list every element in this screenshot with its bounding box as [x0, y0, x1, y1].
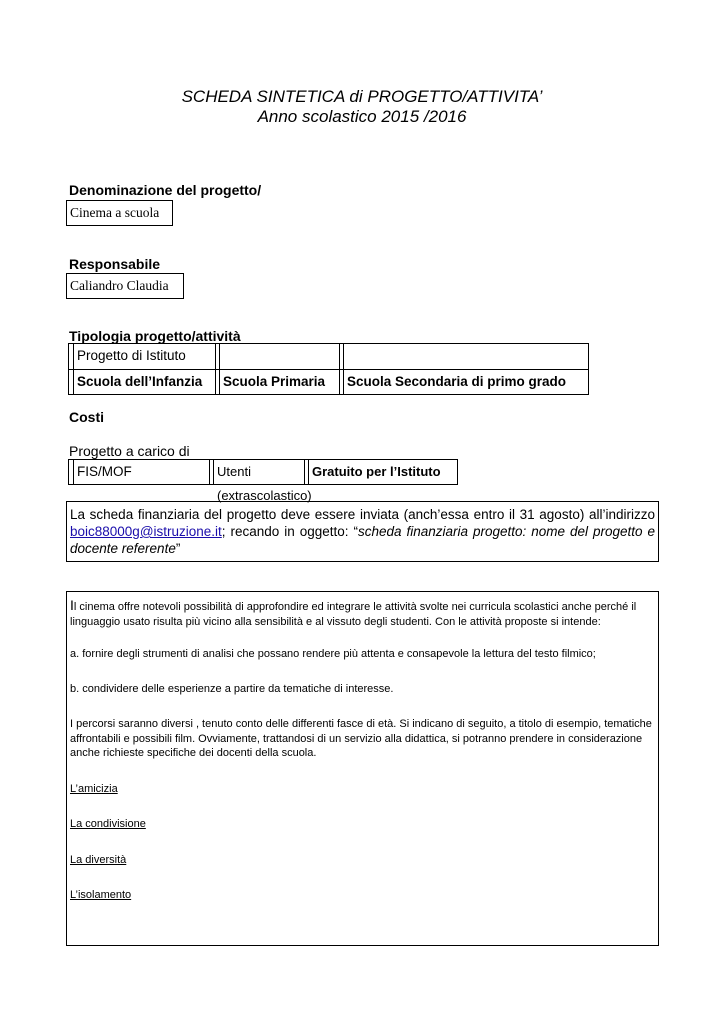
tema-diversita: La diversità [70, 853, 127, 866]
email-link[interactable]: boic88000g@istruzione.it [70, 524, 222, 539]
tema-amicizia: L’amicizia [70, 782, 118, 795]
tipologia-scuola-infanzia[interactable]: Scuola dell’Infanzia [77, 374, 203, 389]
descrizione-intro: Il cinema offre notevoli possibilità di approfondire ed integrare le attività svolte nei curricula scolastici anche perché il linguaggio usato risulta più vicino alla sensibilità e al vissuto degli studenti. Con le attività proposte si intende: [70, 597, 637, 628]
descrizione-box [66, 591, 659, 946]
note-text-before: La scheda finanziaria del progetto deve essere inviata (anch’essa entro il 31 agosto) all’indirizzo [70, 507, 655, 522]
costi-gratuito[interactable]: Gratuito per l’Istituto [312, 464, 441, 479]
tipologia-scuola-secondaria[interactable]: Scuola Secondaria di primo grado [347, 374, 567, 389]
tipologia-progetto-istituto[interactable]: Progetto di Istituto [77, 348, 186, 363]
note-italic: scheda finanziaria progetto: nome del progetto e docente referente [70, 524, 655, 556]
denominazione-label: Denominazione del progetto/ [69, 182, 262, 198]
note-text-after: ” [175, 541, 181, 556]
carico-label: Progetto a carico di [69, 443, 190, 459]
descrizione-point-a: a. fornire degli strumenti di analisi che possano rendere più attenta e consapevole la lettura del testo filmico; [70, 648, 596, 660]
tema-isolamento: L’isolamento [70, 889, 132, 901]
costi-fis-mof[interactable]: FIS/MOF [77, 464, 132, 479]
costi-utenti[interactable]: Utenti (extrascolastico) [217, 464, 312, 503]
tema-condivisione: La condivisione [70, 818, 146, 830]
intro-initial: I [70, 597, 74, 613]
responsabile-field[interactable]: Caliandro Claudia [66, 273, 184, 299]
tipologia-table [68, 343, 589, 395]
responsabile-label: Responsabile [69, 256, 161, 272]
descrizione-percorsi: I percorsi saranno diversi , tenuto conto delle differenti fasce di età. Si indicano di seguito, a titolo di esempio, tematiche affrontabili e possibili film. Ovviamente, trattandosi di un servizio alla didattica, si potranno prendere in considerazione anche richieste specifiche dei docenti della scuola. [70, 718, 652, 759]
costi-label: Costi [69, 409, 104, 425]
note-box [66, 501, 659, 562]
note-text-middle: ; recando in oggetto: “ [221, 524, 358, 539]
page-title: SCHEDA SINTETICA di PROGETTO/ATTIVITA’ [181, 87, 543, 106]
page-subtitle: Anno scolastico 2015 /2016 [257, 107, 467, 126]
tipologia-label: Tipologia progetto/attività [69, 328, 241, 344]
tipologia-scuola-primaria[interactable]: Scuola Primaria [223, 374, 326, 389]
costi-table [68, 459, 458, 503]
descrizione-point-b: b. condividere delle esperienze a partire da tematiche di interesse. [70, 682, 394, 695]
denominazione-field[interactable]: Cinema a scuola [66, 200, 173, 226]
